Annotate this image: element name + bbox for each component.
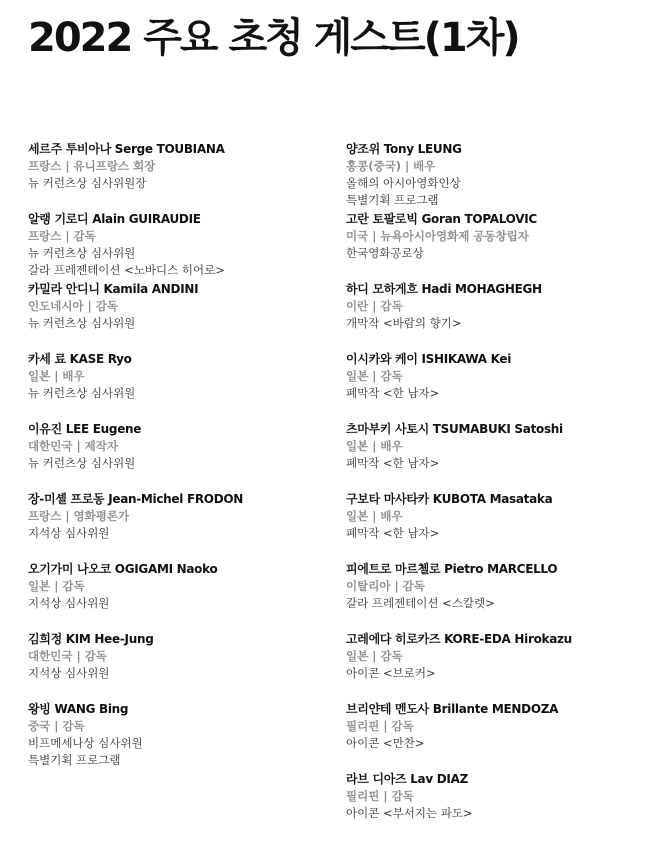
guest-role: 아이콘 <브로커> — [346, 666, 436, 680]
guest-entry — [28, 351, 328, 421]
guest-entry — [346, 211, 646, 281]
guest-entry — [346, 561, 646, 631]
guest-country-profession: 중국 | 감독 — [28, 719, 85, 733]
guest-country-profession: 프랑스 | 유니프랑스 회장 — [28, 159, 156, 173]
guest-role: 비프메세나상 심사위원 — [28, 736, 143, 750]
guest-role: 갈라 프레젠테이션 <스칼렛> — [346, 596, 495, 610]
guest-country-profession: 일본 | 배우 — [346, 439, 403, 453]
guest-role: 뉴 커런츠상 심사위원장 — [28, 176, 147, 190]
guest-entry — [28, 631, 328, 701]
guest-entry — [28, 141, 328, 211]
guest-role: 지석상 심사위원 — [28, 596, 110, 610]
guest-country-profession: 프랑스 | 영화평론가 — [28, 509, 130, 523]
guest-name: 오기가미 나오코 OGIGAMI Naoko — [28, 562, 218, 576]
guest-role: 폐막작 <한 남자> — [346, 526, 440, 540]
guest-name: 양조위 Tony LEUNG — [346, 142, 462, 156]
guest-role: 특별기획 프로그램 — [346, 193, 439, 207]
guest-country-profession: 인도네시아 | 감독 — [28, 299, 118, 313]
guest-entry — [28, 211, 328, 281]
guest-name: 하디 모하게흐 Hadi MOHAGHEGH — [346, 282, 542, 296]
guest-entry — [28, 701, 328, 771]
guest-name: 라브 디아즈 Lav DIAZ — [346, 772, 468, 786]
guest-role: 폐막작 <한 남자> — [346, 456, 440, 470]
guest-list-left — [28, 141, 328, 771]
guest-country-profession: 필리핀 | 감독 — [346, 719, 414, 733]
guest-name: 이시카와 케이 ISHIKAWA Kei — [346, 352, 512, 366]
guest-country-profession: 홍콩(중국) | 배우 — [346, 159, 436, 173]
guest-role: 갈라 프레젠테이션 <노바디스 히어로> — [28, 263, 225, 277]
guest-name: 장-미셸 프로동 Jean-Michel FRODON — [28, 492, 243, 506]
guest-name: 브리얀테 멘도사 Brillante MENDOZA — [346, 702, 559, 716]
guest-name: 고란 토팔로빅 Goran TOPALOVIC — [346, 212, 537, 226]
guest-country-profession: 일본 | 배우 — [346, 509, 403, 523]
guest-role: 지석상 심사위원 — [28, 526, 110, 540]
guest-country-profession: 이란 | 감독 — [346, 299, 403, 313]
guest-name: 왕빙 WANG Bing — [28, 702, 129, 716]
guest-role: 아이콘 <만찬> — [346, 736, 425, 750]
guest-country-profession: 일본 | 감독 — [346, 369, 403, 383]
guest-entry — [28, 421, 328, 491]
guest-entry — [28, 281, 328, 351]
guest-entry — [346, 631, 646, 701]
guest-country-profession: 이탈리아 | 감독 — [346, 579, 425, 593]
guest-role: 폐막작 <한 남자> — [346, 386, 440, 400]
guest-role: 지석상 심사위원 — [28, 666, 110, 680]
guest-name: 고레에다 히로카즈 KORE-EDA Hirokazu — [346, 632, 572, 646]
guest-name: 김희정 KIM Hee-Jung — [28, 632, 154, 646]
guest-role: 뉴 커런츠상 심사위원 — [28, 316, 136, 330]
guest-country-profession: 필리핀 | 감독 — [346, 789, 414, 803]
guest-entry — [28, 561, 328, 631]
guest-name: 이유진 LEE Eugene — [28, 422, 142, 436]
guest-role: 뉴 커런츠상 심사위원 — [28, 456, 136, 470]
guest-list-right — [346, 141, 646, 841]
guest-name: 츠마부키 사토시 TSUMABUKI Satoshi — [346, 422, 563, 436]
guest-country-profession: 대한민국 | 제작자 — [28, 439, 118, 453]
guest-role: 특별기획 프로그램 — [28, 753, 121, 767]
guest-role: 뉴 커런츠상 심사위원 — [28, 246, 136, 260]
guest-country-profession: 미국 | 뉴욕아시아영화제 공동창립자 — [346, 229, 529, 243]
guest-role: 한국영화공로상 — [346, 246, 424, 260]
guest-role: 개막작 <바람의 향기> — [346, 316, 462, 330]
guest-entry — [346, 351, 646, 421]
guest-role: 뉴 커런츠상 심사위원 — [28, 386, 136, 400]
guest-role: 올해의 아시아영화인상 — [346, 176, 461, 190]
guest-name: 구보타 마사타카 KUBOTA Masataka — [346, 492, 553, 506]
guest-name: 세르주 투비아나 Serge TOUBIANA — [28, 142, 225, 156]
guest-entry — [346, 701, 646, 771]
guest-country-profession: 대한민국 | 감독 — [28, 649, 107, 663]
guest-country-profession: 일본 | 배우 — [28, 369, 85, 383]
guest-role: 아이콘 <부서지는 파도> — [346, 806, 473, 820]
guest-name: 카밀라 안디니 Kamila ANDINI — [28, 282, 199, 296]
guest-name: 알랭 기로디 Alain GUIRAUDIE — [28, 212, 201, 226]
guest-country-profession: 일본 | 감독 — [28, 579, 85, 593]
guest-entry — [346, 281, 646, 351]
guest-entry — [346, 141, 646, 211]
guest-entry — [28, 491, 328, 561]
guest-country-profession: 일본 | 감독 — [346, 649, 403, 663]
guest-entry — [346, 491, 646, 561]
guest-entry — [346, 421, 646, 491]
page-title: 2022 주요 초청 게스트(1차) — [28, 15, 519, 61]
guest-country-profession: 프랑스 | 감독 — [28, 229, 96, 243]
guest-entry — [346, 771, 646, 841]
guest-name: 피에트로 마르첼로 Pietro MARCELLO — [346, 562, 558, 576]
guest-name: 카세 료 KASE Ryo — [28, 352, 132, 366]
